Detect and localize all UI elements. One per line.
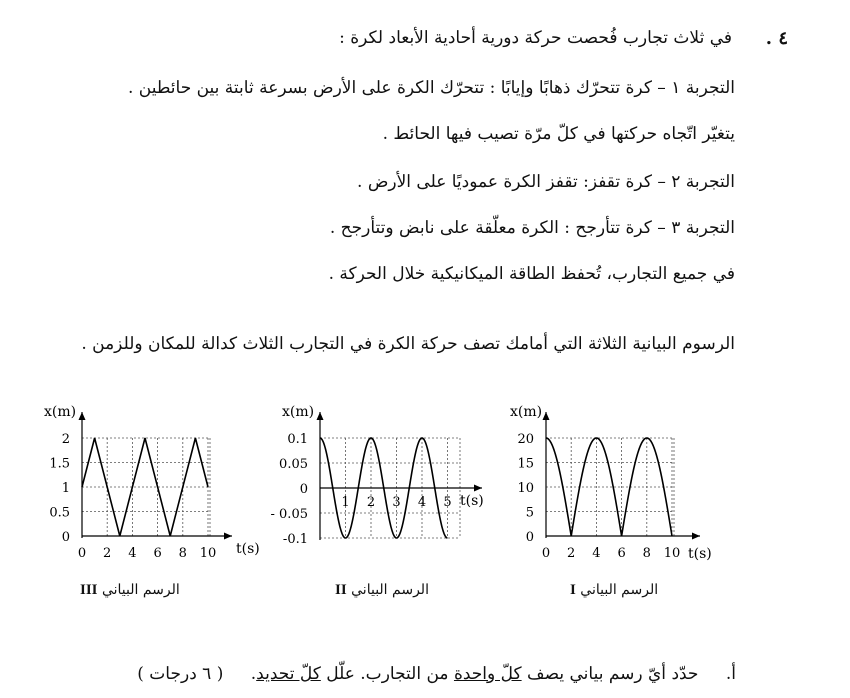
- graph-III-y-tick-label: 1: [61, 481, 70, 496]
- task-underline-2: كلّ تحديد: [256, 664, 321, 684]
- task-text: من التجارب. علّل: [320, 664, 454, 684]
- experiment-3: التجربة ٣ – كرة تتأرجح : الكرة معلّقة على نابض وتتأرجح .: [329, 218, 735, 238]
- caption-graph-I: [570, 582, 658, 599]
- graph-II-y-axis-label: x(m): [282, 404, 315, 420]
- graph-I-x-axis-label: t(s): [688, 546, 712, 562]
- graph-III-y-axis-arrow: [79, 412, 86, 420]
- task-underline-1: كلّ واحدة: [453, 664, 522, 684]
- graph-II-x-axis-arrow: [474, 485, 482, 492]
- graph-I-y-tick-label: 0: [525, 530, 534, 545]
- caption-numeral: III: [80, 582, 98, 598]
- graph-I-series-line: [546, 438, 672, 536]
- graph-III-x-axis-arrow: [224, 533, 232, 540]
- experiment-2: التجربة ٢ – كرة تقفز: تقفز الكرة عموديًا على الأرض .: [357, 172, 735, 192]
- graph-II-x-tick-label: 1: [341, 495, 350, 510]
- caption-numeral: II: [335, 582, 347, 598]
- graph-III-y-tick-label: 1.5: [49, 456, 70, 472]
- graph-II-y-tick-label: 0: [299, 482, 308, 497]
- graph-II-y-tick-label: 0.1: [287, 432, 308, 447]
- question-number: ٤ .: [765, 28, 788, 49]
- graph-II-x-tick-label: 2: [366, 495, 376, 510]
- caption-numeral: I: [570, 582, 576, 598]
- graph-III-series-line: [82, 438, 208, 536]
- graph-III-x-tick-label: 6: [153, 546, 162, 561]
- graph-I-y-tick-label: 5: [525, 505, 534, 521]
- graph-I-x-axis-arrow: [692, 533, 700, 540]
- task-letter: أ.: [725, 664, 736, 684]
- task-a: [137, 664, 736, 684]
- graph-I-x-tick-label: 6: [617, 546, 626, 561]
- caption-graph-II: [335, 582, 429, 599]
- graph-III-x-axis-label: t(s): [236, 541, 260, 557]
- graph-I-y-axis-label: x(m): [510, 404, 543, 420]
- caption-graph-III: [80, 582, 180, 599]
- graph-II-y-tick-label: -0.1: [282, 532, 308, 547]
- graph-I-y-tick-label: 10: [517, 481, 534, 496]
- task-points: ( ٦ درجات ): [137, 664, 224, 684]
- graph-III-x-tick-label: 2: [103, 546, 112, 561]
- experiment-1-continued: يتغيّر اتّجاه حركتها في كلّ مرّة تصيب فيها الحائط .: [382, 124, 735, 144]
- graph-I-x-tick-label: 4: [592, 546, 601, 561]
- graph-III-x-tick-label: 0: [77, 546, 87, 561]
- graph-II-x-tick-label: 5: [443, 495, 452, 510]
- graph-I-x-tick-label: 0: [541, 546, 551, 561]
- graphs-intro: الرسوم البيانية الثلاثة التي أمامك تصف حركة الكرة في التجارب الثلاث كدالة للمكان وللزمن .: [81, 334, 735, 354]
- graph-III-x-tick-label: 4: [128, 546, 137, 561]
- caption-prefix: الرسم البياني: [351, 582, 429, 598]
- graph-II-y-tick-label: 0.05: [279, 457, 308, 472]
- task-text: حدّد أيّ رسم بياني يصف: [521, 664, 699, 684]
- graph-II-y-tick-label: - 0.05: [270, 507, 308, 522]
- question-intro: في ثلاث تجارب فُحصت حركة دورية أحادية الأبعاد لكرة :: [339, 28, 732, 48]
- caption-prefix: الرسم البياني: [101, 582, 180, 598]
- graph-III-x-tick-label: 10: [199, 546, 217, 561]
- graph-III-x-tick-label: 8: [178, 546, 187, 561]
- experiment-1: التجربة ١ – كرة تتحرّك ذهابًا وإيابًا : تتحرّك الكرة على الأرض بسرعة ثابتة بين حائطين .: [127, 78, 735, 98]
- graph-I-y-tick-label: 20: [517, 432, 534, 447]
- graph-II-y-axis-arrow: [317, 412, 324, 420]
- energy-statement: في جميع التجارب، تُحفظ الطاقة الميكانيكية خلال الحركة .: [328, 264, 735, 284]
- graph-I-y-axis-arrow: [543, 412, 550, 420]
- graph-I-x-tick-label: 8: [642, 546, 651, 561]
- task-text: .: [250, 664, 257, 684]
- graph-I-x-tick-label: 10: [663, 546, 681, 561]
- graph-III-y-tick-label: 0.5: [49, 505, 70, 521]
- graph-II-x-tick-label: 4: [417, 495, 427, 510]
- graph-I-x-tick-label: 2: [567, 546, 576, 561]
- graph-II-x-tick-label: 3: [392, 495, 401, 510]
- graph-III-y-tick-label: 0: [61, 530, 70, 545]
- graphs-figure: [0, 398, 850, 608]
- graph-I-y-tick-label: 15: [517, 456, 534, 472]
- graph-III-y-axis-label: x(m): [44, 404, 77, 420]
- graph-III-y-tick-label: 2: [61, 432, 70, 447]
- caption-prefix: الرسم البياني: [580, 582, 659, 598]
- graph-II-x-axis-label: t(s): [460, 493, 484, 509]
